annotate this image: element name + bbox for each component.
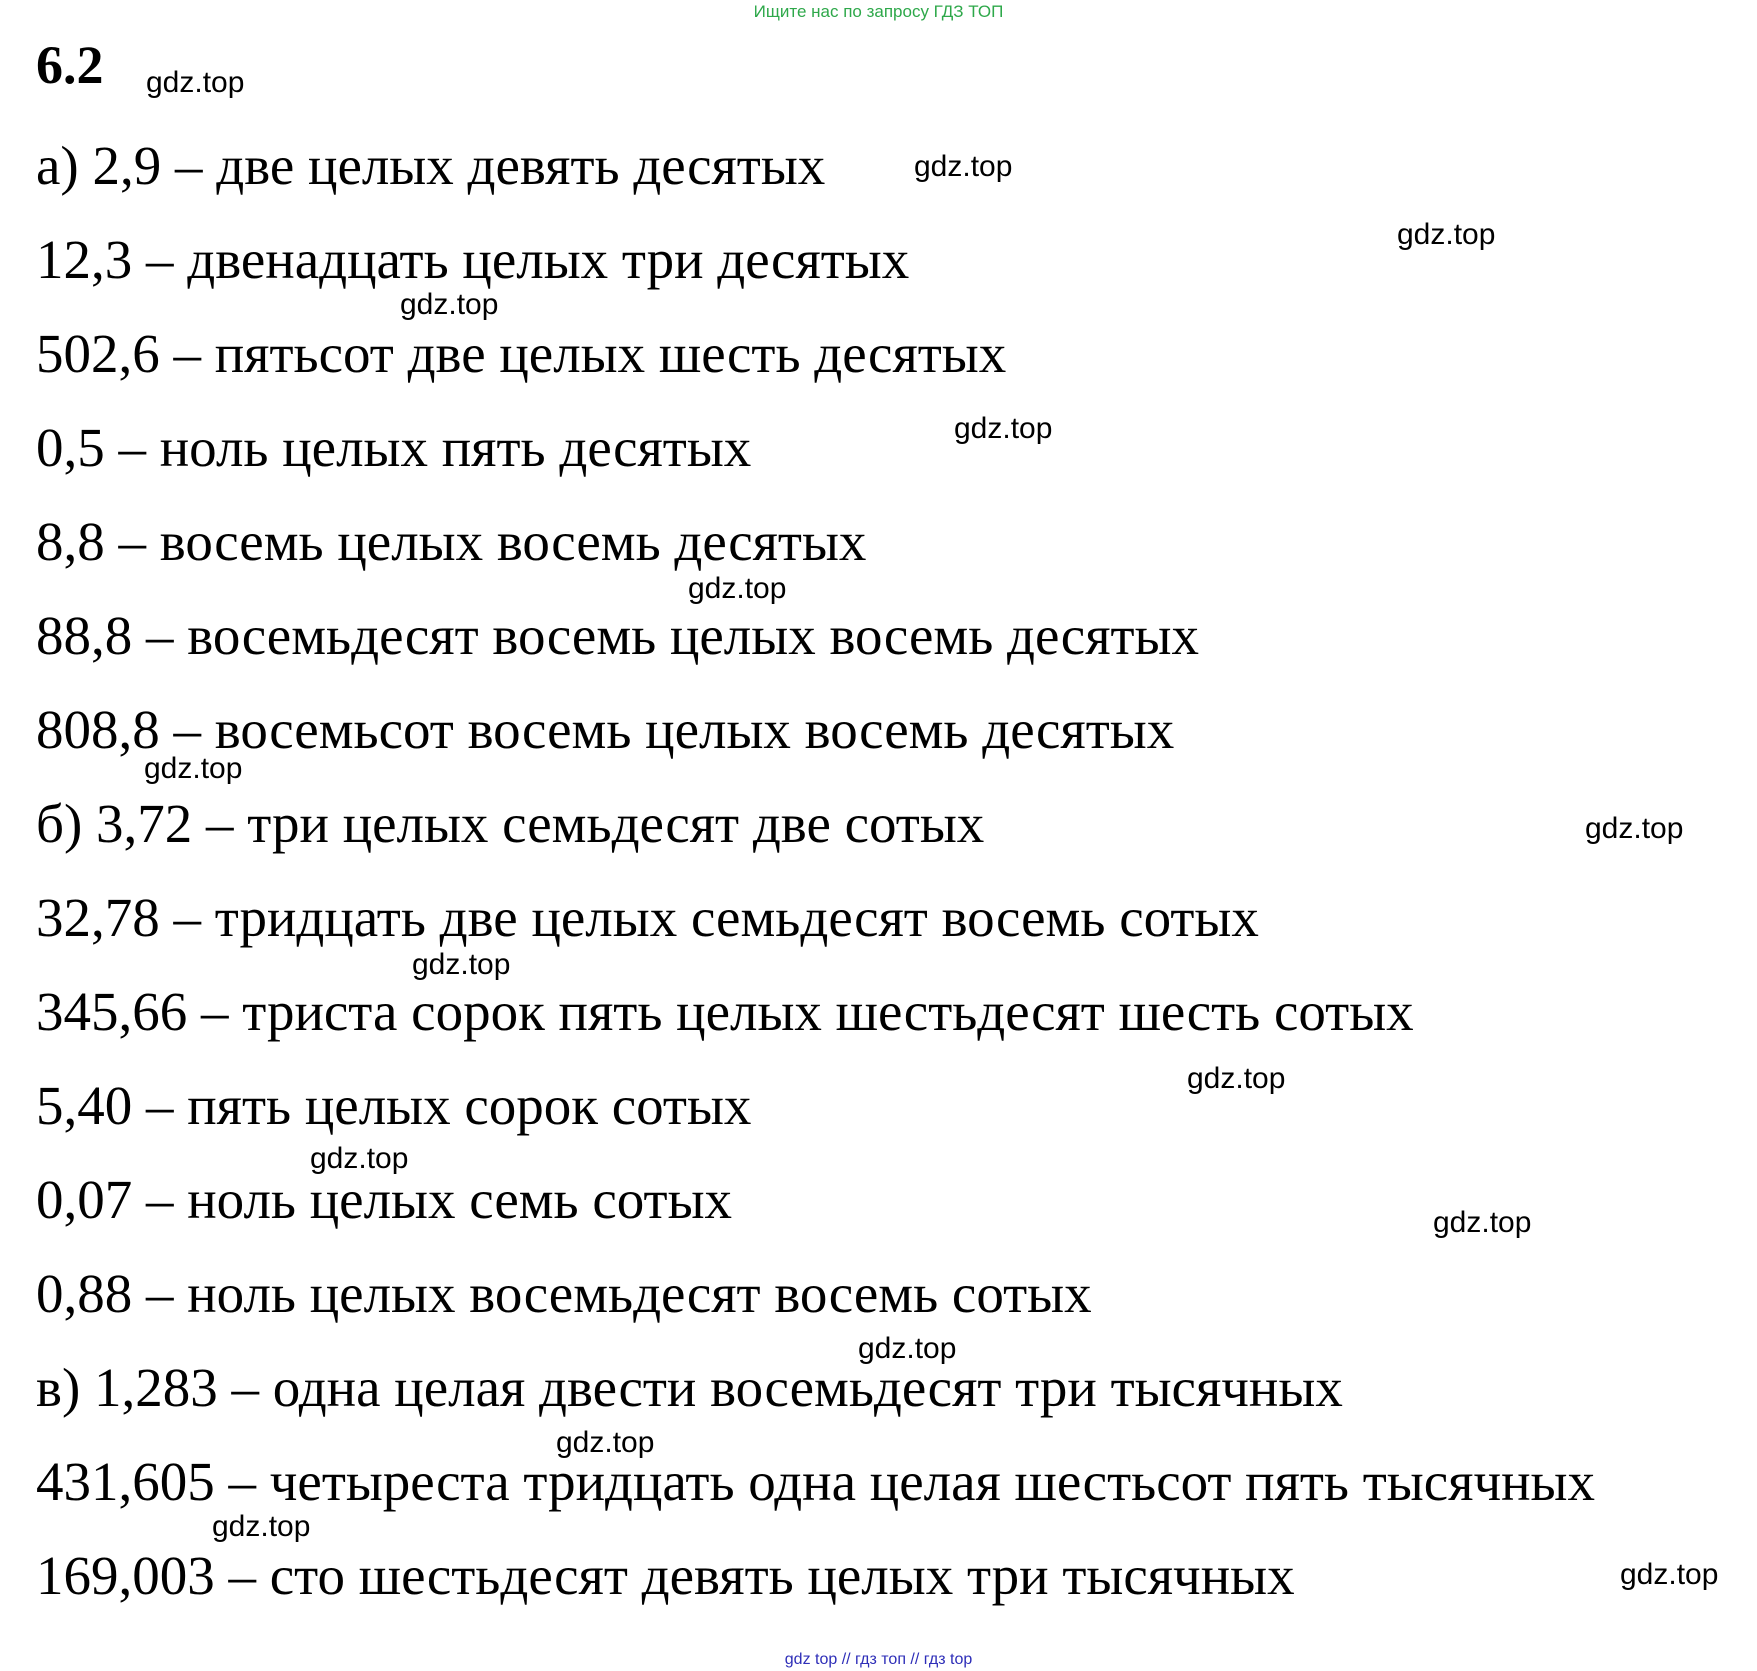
answer-line-9: 32,78 – тридцать две целых семьдесят восемь сотых bbox=[36, 887, 1259, 948]
answer-line-13: 0,88 – ноль целых восемьдесят восемь сотых bbox=[36, 1263, 1092, 1324]
answer-line-4: 0,5 – ноль целых пять десятых bbox=[36, 417, 752, 478]
watermark: gdz.top bbox=[212, 1510, 311, 1543]
answer-line-1: а) 2,9 – две целых девять десятых bbox=[36, 135, 826, 196]
watermark: gdz.top bbox=[400, 288, 499, 321]
watermark: gdz.top bbox=[556, 1426, 655, 1459]
watermark: gdz.top bbox=[1585, 812, 1684, 845]
answer-line-3: 502,6 – пятьсот две целых шесть десятых bbox=[36, 323, 1007, 384]
task-number: 6.2 bbox=[36, 35, 104, 95]
watermark: gdz.top bbox=[1433, 1206, 1532, 1239]
footer-note: gdz top // гдз топ // гдз top bbox=[784, 1651, 973, 1668]
answer-line-7: 808,8 – восемьсот восемь целых восемь десятых bbox=[36, 699, 1175, 760]
watermark: gdz.top bbox=[144, 752, 243, 785]
watermark: gdz.top bbox=[954, 412, 1053, 445]
watermark: gdz.top bbox=[858, 1332, 957, 1365]
answer-line-6: 88,8 – восемьдесят восемь целых восемь десятых bbox=[36, 605, 1200, 666]
answer-line-5: 8,8 – восемь целых восемь десятых bbox=[36, 511, 867, 572]
answer-line-16: 169,003 – сто шестьдесят девять целых три тысячных bbox=[36, 1545, 1295, 1606]
answer-line-2: 12,3 – двенадцать целых три десятых bbox=[36, 229, 910, 290]
answer-line-14: в) 1,283 – одна целая двести восемьдесят три тысячных bbox=[36, 1357, 1343, 1418]
watermark: gdz.top bbox=[310, 1142, 409, 1175]
search-hint: Ищите нас по запросу ГДЗ ТОП bbox=[753, 2, 1004, 21]
watermark: gdz.top bbox=[1397, 218, 1496, 251]
watermark: gdz.top bbox=[412, 948, 511, 981]
watermark: gdz.top bbox=[146, 66, 245, 99]
answer-line-15: 431,605 – четыреста тридцать одна целая шестьсот пять тысячных bbox=[36, 1451, 1596, 1512]
answer-line-10: 345,66 – триста сорок пять целых шестьдесят шесть сотых bbox=[36, 981, 1414, 1042]
answer-line-12: 0,07 – ноль целых семь сотых bbox=[36, 1169, 733, 1230]
watermark: gdz.top bbox=[914, 150, 1013, 183]
watermark: gdz.top bbox=[1620, 1558, 1719, 1591]
answer-line-8: б) 3,72 – три целых семьдесят две сотых bbox=[36, 793, 985, 854]
answer-line-11: 5,40 – пять целых сорок сотых bbox=[36, 1075, 752, 1136]
watermark: gdz.top bbox=[688, 572, 787, 605]
watermark: gdz.top bbox=[1187, 1062, 1286, 1095]
